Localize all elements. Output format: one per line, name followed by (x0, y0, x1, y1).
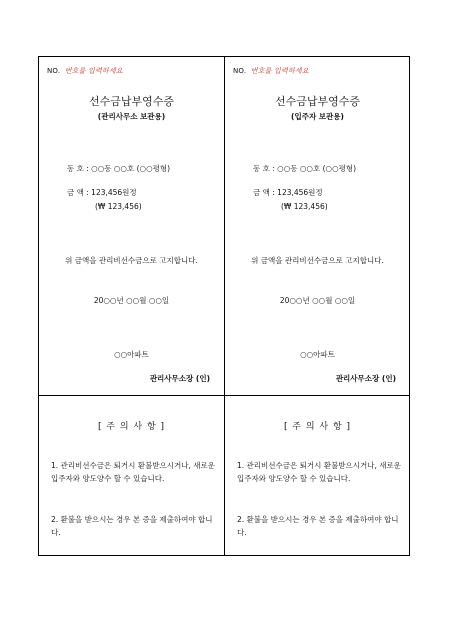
amount-line: 금 액 : 123,456원정 (253, 188, 323, 197)
unit-line: 동 호 : ○○동 ○○호 (○○평형) (67, 164, 171, 173)
issue-date: 20○○년 ○○월 ○○일 (279, 296, 356, 305)
receipt-subtitle: (관리사무소 보관용) (97, 112, 166, 121)
amount-line: 금 액 : 123,456원정 (67, 188, 137, 197)
caution-item-1: 1. 관리비선수금은 퇴거시 환불받으시거나, 새로운 입주자와 양도양수 할 수 있습니다. (237, 461, 401, 483)
amount-won: (₩ 123,456) (281, 202, 328, 211)
cautions-heading: [ 주 의 사 항 ] (97, 422, 166, 432)
receipt-number[interactable] (47, 66, 123, 76)
notice-text: 위 금액을 관리비선수금으로 고지합니다. (251, 256, 384, 265)
receipt-title: 선수금납부영수증 (274, 95, 360, 108)
cautions-heading: [ 주 의 사 항 ] (283, 422, 352, 432)
receipt-number-placeholder[interactable]: 번호를 입력하세요 (250, 67, 309, 75)
receipt-number-placeholder[interactable]: 번호를 입력하세요 (64, 67, 123, 75)
receipt-title: 선수금납부영수증 (88, 95, 174, 108)
amount-won: (₩ 123,456) (95, 202, 142, 211)
receipt-subtitle: (입주자 보관용) (291, 112, 344, 121)
signature-line: 관리사무소장 (인) (335, 374, 396, 383)
receipt-number[interactable] (233, 66, 309, 76)
unit-line: 동 호 : ○○동 ○○호 (○○평형) (253, 164, 357, 173)
apartment-name: ○○아파트 (300, 350, 335, 359)
signature-line: 관리사무소장 (인) (149, 374, 210, 383)
issue-date: 20○○년 ○○월 ○○일 (93, 296, 170, 305)
caution-item-2: 2. 환불을 받으시는 경우 본 증을 제출하여야 합니다. (51, 515, 213, 537)
receipt-number-label: NO. (233, 67, 247, 75)
receipt-number-label: NO. (47, 67, 61, 75)
notice-text: 위 금액을 관리비선수금으로 고지합니다. (65, 256, 198, 265)
caution-item-2: 2. 환불을 받으시는 경우 본 증을 제출하여야 합니다. (237, 515, 399, 537)
receipt-sheet (38, 56, 410, 556)
caution-item-1: 1. 관리비선수금은 퇴거시 환불받으시거나, 새로운 입주자와 양도양수 할 수 있습니다. (51, 461, 215, 483)
receipt-copy-resident (225, 57, 410, 555)
apartment-name: ○○아파트 (114, 350, 149, 359)
receipt-copy-office (39, 57, 224, 555)
